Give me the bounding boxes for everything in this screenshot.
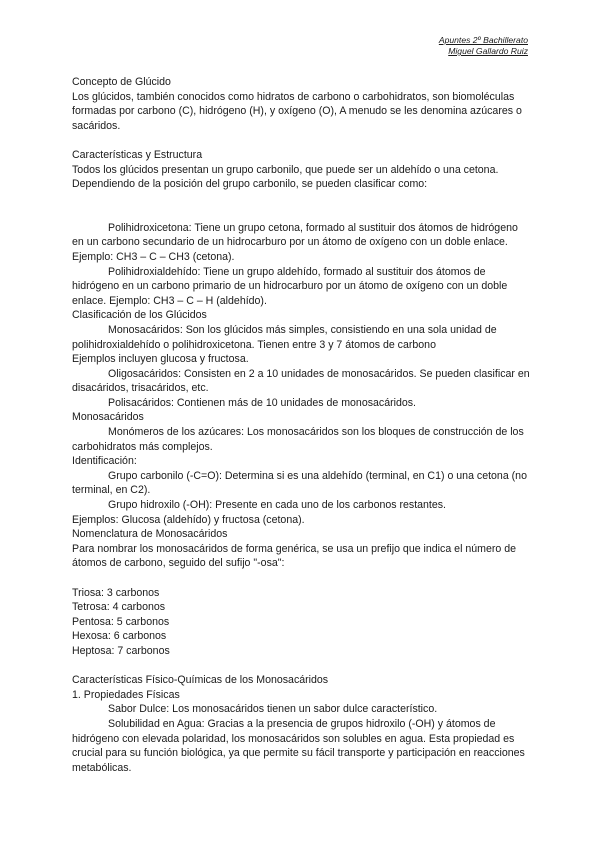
- paragraph-sabor-dulce: Sabor Dulce: Los monosacáridos tienen un sabor dulce característico.: [108, 703, 438, 716]
- header-author: Miguel Gallardo Ruiz: [448, 46, 528, 56]
- paragraph-polisacaridos: Polisacáridos: Contienen más de 10 unidades de monosacáridos.: [108, 396, 416, 409]
- paragraph-monosacaridos-def: Monosacáridos: Son los glúcidos más simples, consistiendo en una sola unidad de polihidroxialdehído o polihidroxicetona. Tienen entre 3 y 7 átomos de carbono: [72, 323, 497, 351]
- paragraph-caracteristicas: Todos los glúcidos presentan un grupo carbonilo, que puede ser un aldehído o una cetona. Dependiendo de la posición del grupo carbonilo, se pueden clasificar como:: [72, 163, 499, 191]
- paragraph-ejemplos-mono: Ejemplos incluyen glucosa y fructosa.: [72, 353, 249, 366]
- list-item: Tetrosa: 4 carbonos: [72, 601, 166, 614]
- heading-identificacion: Identificación:: [72, 455, 137, 468]
- paragraph-ejemplos-identificacion: Ejemplos: Glucosa (aldehído) y fructosa (cetona).: [72, 513, 305, 526]
- paragraph-nomenclatura: Para nombrar los monosacáridos de forma genérica, se usa un prefijo que indica el número de átomos de carbono, seguido del sufijo "-osa":: [72, 542, 517, 570]
- paragraph-polihidroxialdehido: Polihidroxialdehído: Tiene un grupo aldehído, formado al sustituir dos átomos de hidrógeno en un carbono primario de un hidrocarburo por un átomo de oxígeno con un doble enlace. Ejemplo: CH3 – C – H (aldehído).: [72, 265, 508, 307]
- heading-caracteristicas: Características y Estructura: [72, 148, 203, 161]
- heading-monosacaridos: Monosacáridos: [72, 411, 144, 424]
- document-body: [72, 75, 530, 775]
- heading-clasificacion: Clasificación de los Glúcidos: [72, 309, 207, 322]
- paragraph-concepto: Los glúcidos, también conocidos como hidratos de carbono o carbohidratos, son biomoléculas formadas por carbono (C), hidrógeno (H), y oxígeno (O), A menudo se les denomina azúcares o sacáridos.: [72, 90, 522, 132]
- list-item: Hexosa: 6 carbonos: [72, 630, 167, 643]
- header-course: Apuntes 2º Bachillerato: [438, 35, 528, 45]
- paragraph-monomeros: Monómeros de los azúcares: Los monosacáridos son los bloques de construcción de los carbohidratos más complejos.: [72, 426, 524, 453]
- heading-nomenclatura: Nomenclatura de Monosacáridos: [72, 528, 228, 541]
- paragraph-grupo-hidroxilo: Grupo hidroxilo (-OH): Presente en cada uno de los carbonos restantes.: [108, 499, 447, 512]
- list-item: Heptosa: 7 carbonos: [72, 644, 170, 657]
- subheading-propiedades-fisicas: 1. Propiedades Físicas: [72, 688, 180, 701]
- paragraph-solubilidad: Solubilidad en Agua: Gracias a la presencia de grupos hidroxilo (-OH) y átomos de hidrógeno con elevada polaridad, los monosacáridos son solubles en agua. Esta propiedad es crucial para su función biológica, ya que permite su fácil transporte y participación en reacciones metabólicas.: [72, 717, 525, 774]
- heading-concepto: Concepto de Glúcido: [72, 76, 171, 88]
- page-header: [439, 35, 528, 57]
- paragraph-oligosacaridos: Oligosacáridos: Consisten en 2 a 10 unidades de monosacáridos. Se pueden clasificar en disacáridos, trisacáridos, etc.: [72, 367, 530, 395]
- list-item: Pentosa: 5 carbonos: [72, 615, 170, 628]
- heading-fisicoquimicas: Características Físico-Químicas de los Monosacáridos: [72, 674, 329, 687]
- paragraph-polihidroxicetona: Polihidroxicetona: Tiene un grupo cetona, formado al sustituir dos átomos de hidrógeno en un carbono secundario de un hidrocarburo por un átomo de oxígeno con un doble enlace. Ejemplo: CH3 – C – CH3 (cetona).: [72, 221, 518, 263]
- paragraph-grupo-carbonilo: Grupo carbonilo (-C=O): Determina si es una aldehído (terminal, en C1) o una cetona (no terminal, en C2).: [72, 469, 527, 497]
- list-item: Triosa: 3 carbonos: [72, 586, 160, 599]
